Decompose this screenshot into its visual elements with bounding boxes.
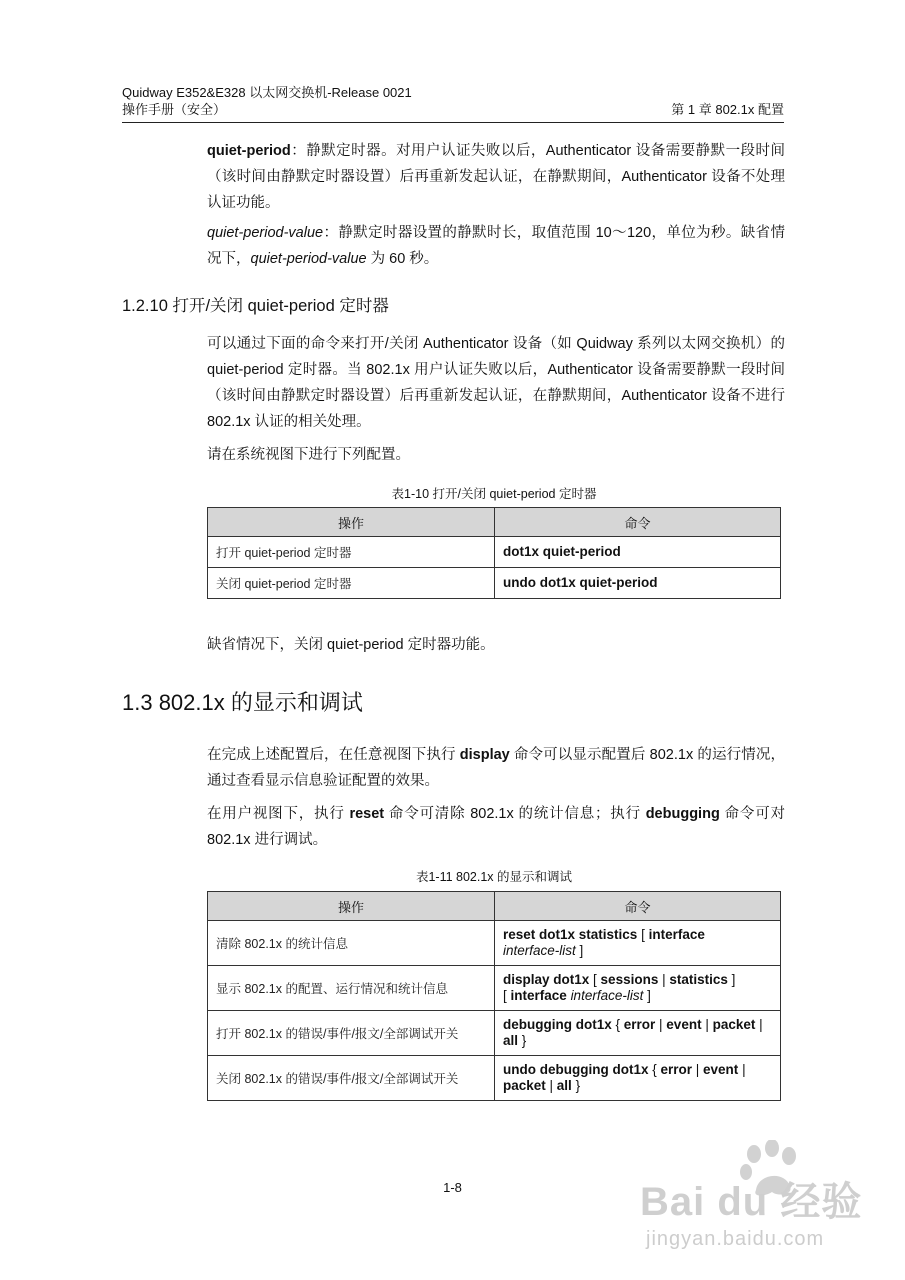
table-row — [208, 537, 781, 568]
command-cell: dot1x quiet-period — [495, 537, 781, 568]
col-header-operation: 操作 — [208, 508, 495, 537]
table-row — [208, 966, 781, 1011]
header-rule — [122, 122, 784, 123]
keyword-display: display — [459, 747, 510, 763]
table-header-row — [208, 508, 781, 537]
page-header — [122, 84, 784, 118]
section-1-2-10-instruction: 请在系统视图下进行下列配置。 — [207, 447, 410, 463]
header-product-line: Quidway E352&E328 以太网交换机-Release 0021 — [122, 85, 412, 100]
operation-cell: 打开 quiet-period 定时器 — [208, 537, 495, 568]
table-row — [208, 1056, 781, 1101]
col-header-command: 命令 — [495, 892, 781, 921]
section-heading-1-2-10: 1.2.10 打开/关闭 quiet-period 定时器 — [122, 297, 389, 315]
col-header-operation: 操作 — [208, 892, 495, 921]
quiet-period-description — [207, 138, 785, 216]
section-1-3-display-paragraph: 在完成上述配置后，在任意视图下执行 display 命令可以显示配置后 802.1x 的运行情况，通过查看显示信息验证配置的效果。 — [207, 747, 785, 789]
command-cell: undo dot1x quiet-period — [495, 568, 781, 599]
section-1-3-reset-paragraph: 在用户视图下，执行 reset 命令可清除 802.1x 的统计信息；执行 debugging 命令可对 802.1x 进行调试。 — [207, 806, 785, 848]
section-heading-1-3: 1.3 802.1x 的显示和调试 — [122, 690, 363, 715]
table-row — [208, 921, 781, 966]
operation-cell: 显示 802.1x 的配置、运行情况和统计信息 — [208, 966, 495, 1011]
command-cell: undo debugging dot1x { error | event | packet | all } — [495, 1056, 781, 1101]
quiet-period-value-description: quiet-period-value：静默定时器设置的静默时长，取值范围 10～120，单位为秒。缺省情况下，quiet-period-value 为 60 秒。 — [207, 225, 785, 267]
page-number: 1-8 — [443, 1180, 462, 1195]
col-header-command: 命令 — [495, 508, 781, 537]
quiet-period-text: ：静默定时器。对用户认证失败以后，Authenticator 设备需要静默一段时间（该时间由静默定时器设置）后再重新发起认证，在静默期间，Authenticator 设备不处理认证功能。 — [207, 143, 785, 211]
keyword-debugging: debugging — [645, 806, 720, 822]
default-note: 缺省情况下，关闭 quiet-period 定时器功能。 — [207, 637, 495, 653]
section-1-2-10-body: 可以通过下面的命令来打开/关闭 Authenticator 设备（如 Quidway 系列以太网交换机）的 quiet-period 定时器。当 802.1x 用户认证失败以后，Authenticator 设备需要静默一段时间（该时间由静默定时器设置）后再重新发起认证，在静默期间，Authenticator 设备不进行 802.1x 认证的相关处理。 — [207, 336, 785, 430]
operation-cell: 关闭 802.1x 的错误/事件/报文/全部调试开关 — [208, 1056, 495, 1101]
table-header-row — [208, 892, 781, 921]
table-1-11-caption: 表1-11 802.1x 的显示和调试 — [415, 870, 573, 884]
operation-cell: 关闭 quiet-period 定时器 — [208, 568, 495, 599]
table-row — [208, 568, 781, 599]
term-quiet-period-value: quiet-period-value — [207, 225, 324, 241]
watermark-brand: Bai du 经验 — [640, 1180, 863, 1224]
term-quiet-period: quiet-period — [207, 143, 291, 159]
command-cell: debugging dot1x { error | event | packet | all } — [495, 1011, 781, 1056]
operation-cell: 清除 802.1x 的统计信息 — [208, 921, 495, 966]
table-row — [208, 1011, 781, 1056]
header-manual-title: 操作手册（安全） — [122, 102, 227, 117]
command-cell: display dot1x [ sessions | statistics ] [ interface interface-list ] — [495, 966, 781, 1011]
operation-cell: 打开 802.1x 的错误/事件/报文/全部调试开关 — [208, 1011, 495, 1056]
keyword-reset: reset — [349, 806, 385, 822]
baidu-jingyan-watermark — [640, 1140, 870, 1270]
table-1-10-caption: 表1-10 打开/关闭 quiet-period 定时器 — [391, 487, 597, 501]
header-chapter-title: 第 1 章 802.1x 配置 — [671, 102, 784, 117]
table-1-11 — [207, 891, 781, 1101]
watermark-url: jingyan.baidu.com — [646, 1228, 825, 1250]
table-1-10 — [207, 507, 781, 599]
command-cell: reset dot1x statistics [ interface interface-list ] — [495, 921, 781, 966]
